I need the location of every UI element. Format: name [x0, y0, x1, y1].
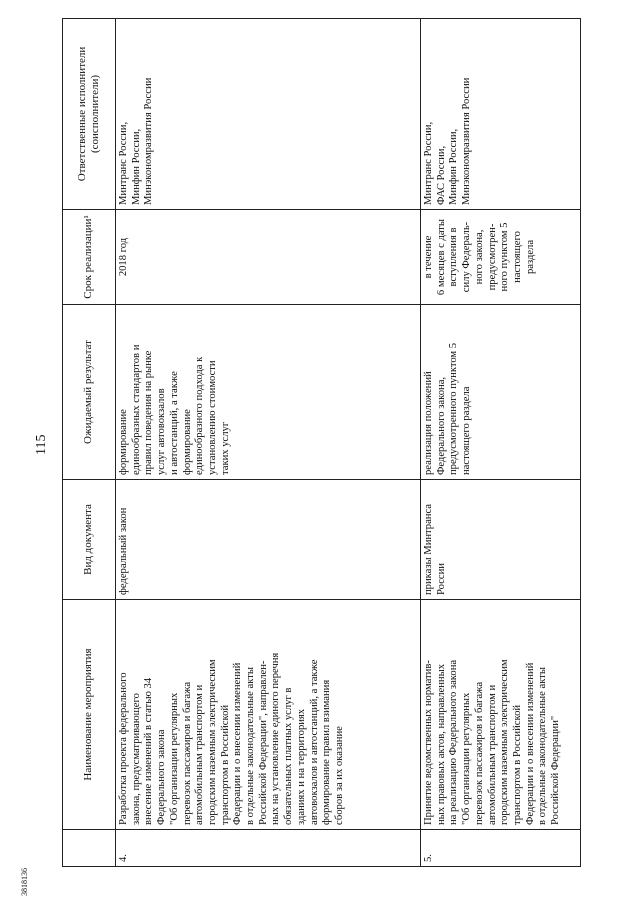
text-line: 2018 год: [118, 237, 129, 277]
text-line: установлению стоимости: [206, 360, 218, 475]
text-line: вступления в: [448, 227, 460, 287]
text-line: раздела: [524, 239, 536, 275]
header-measure-name: Наименование мероприятия: [63, 600, 116, 830]
text-line: закона, предусматривающего: [130, 693, 142, 825]
text-line: "Об организации регулярных: [168, 692, 180, 825]
text-line: ного закона,: [473, 229, 485, 285]
table-row: [116, 19, 421, 867]
text-line: Принятие ведомственных норматив-: [423, 660, 434, 825]
text-line: предусмотренного пунктом 5: [448, 342, 460, 475]
responsible-cell: [116, 19, 421, 210]
text-line: формирование: [181, 409, 193, 475]
text-line: Минфин России,: [448, 128, 460, 205]
text-line: в отдельные законодательные акты: [537, 667, 549, 825]
text-line: перевозок пассажиров и багажа: [181, 681, 193, 825]
text-line: автомобильным транспортом и: [194, 684, 206, 825]
text-line: ных на установление единого перечня: [270, 652, 282, 825]
text-line: формирование правил взимания: [321, 679, 333, 825]
text-line: обязательных платных услуг в: [283, 687, 295, 825]
document-code: 3818136: [20, 868, 29, 896]
text-line: России: [435, 563, 447, 595]
document-type-cell: [116, 480, 421, 600]
text-line: реализация положений: [423, 371, 434, 475]
text-line: автовокзалов и автостанций, а также: [308, 659, 320, 825]
text-line: городским наземным электрическим: [499, 659, 511, 825]
text-line: Российской Федерации", направлен-: [257, 660, 269, 825]
expected-result-cell: [421, 305, 581, 480]
row-number: 5.: [421, 830, 581, 867]
table-header-row: [63, 19, 116, 867]
deadline-cell: [116, 210, 421, 305]
deadline-cell: [421, 210, 581, 305]
measure-name-cell: [116, 600, 421, 830]
text-line: федеральный закон: [118, 507, 129, 595]
text-line: Минэкономразвития России: [461, 77, 473, 205]
text-line: транспортом в Российской: [219, 704, 231, 825]
header-expected-result: Ожидаемый результат: [63, 305, 116, 480]
rotated-page-content: [62, 19, 572, 867]
measures-table: [62, 18, 581, 867]
text-line: зданиях и на территориях: [295, 708, 307, 825]
measure-name-cell: [421, 600, 581, 830]
responsible-cell: [421, 19, 581, 210]
header-number: [63, 830, 116, 867]
text-line: автомобильным транспортом и: [486, 684, 498, 825]
text-line: единообразных стандартов и: [130, 344, 142, 475]
text-line: перевозок пассажиров и багажа: [473, 681, 485, 825]
table-row: [421, 19, 581, 867]
text-line: ного пунктом 5: [499, 222, 511, 292]
header-deadline: Срок реализации¹: [63, 210, 116, 305]
text-line: формирование: [118, 409, 129, 475]
text-line: единообразного подхода к: [194, 356, 206, 475]
text-line: Минфин России,: [130, 128, 142, 205]
text-line: предусмотрен-: [486, 223, 498, 291]
text-line: на реализацию Федерального закона: [448, 659, 460, 825]
text-line: услуг автовокзалов: [156, 388, 168, 475]
document-type-cell: [421, 480, 581, 600]
text-line: правил поведения на рынке: [143, 350, 155, 475]
text-line: городским наземным электрическим: [206, 659, 218, 825]
text-line: внесение изменений в статью 34: [143, 677, 155, 825]
text-line: настоящего раздела: [461, 386, 473, 475]
text-line: "Об организации регулярных: [461, 692, 473, 825]
text-line: Федерации и о внесении изменений: [232, 662, 244, 825]
text-line: Минтранс России,: [423, 121, 434, 205]
text-line: в течение: [423, 235, 434, 279]
text-line: 6 месяцев с даты: [435, 218, 447, 296]
text-line: Разработка проекта федерального: [118, 672, 129, 825]
text-line: таких услуг: [219, 421, 231, 475]
text-line: Федерального закона,: [435, 376, 447, 475]
text-line: Минэкономразвития России: [143, 77, 155, 205]
text-line: Российской Федерации": [550, 715, 562, 825]
header-responsible: Ответственные исполнители (соисполнители): [63, 19, 116, 210]
text-line: настоящего: [511, 231, 523, 283]
text-line: транспортом в Российской: [511, 704, 523, 825]
text-line: в отдельные законодательные акты: [245, 667, 257, 825]
row-number: 4.: [116, 830, 421, 867]
text-line: ФАС России,: [435, 145, 447, 205]
expected-result-cell: [116, 305, 421, 480]
text-line: приказы Минтранса: [423, 504, 434, 595]
text-line: Федерации и о внесении изменений: [524, 662, 536, 825]
text-line: Минтранс России,: [118, 121, 129, 205]
text-line: сборов за их оказание: [333, 726, 345, 825]
text-line: силу Федераль-: [461, 221, 473, 293]
header-document-type: Вид документа: [63, 480, 116, 600]
text-line: и автостанций, а также: [168, 371, 180, 475]
page-number: 115: [34, 434, 49, 455]
text-line: Федерального закона: [156, 729, 168, 825]
text-line: ных правовых актов, направленных: [435, 664, 447, 825]
